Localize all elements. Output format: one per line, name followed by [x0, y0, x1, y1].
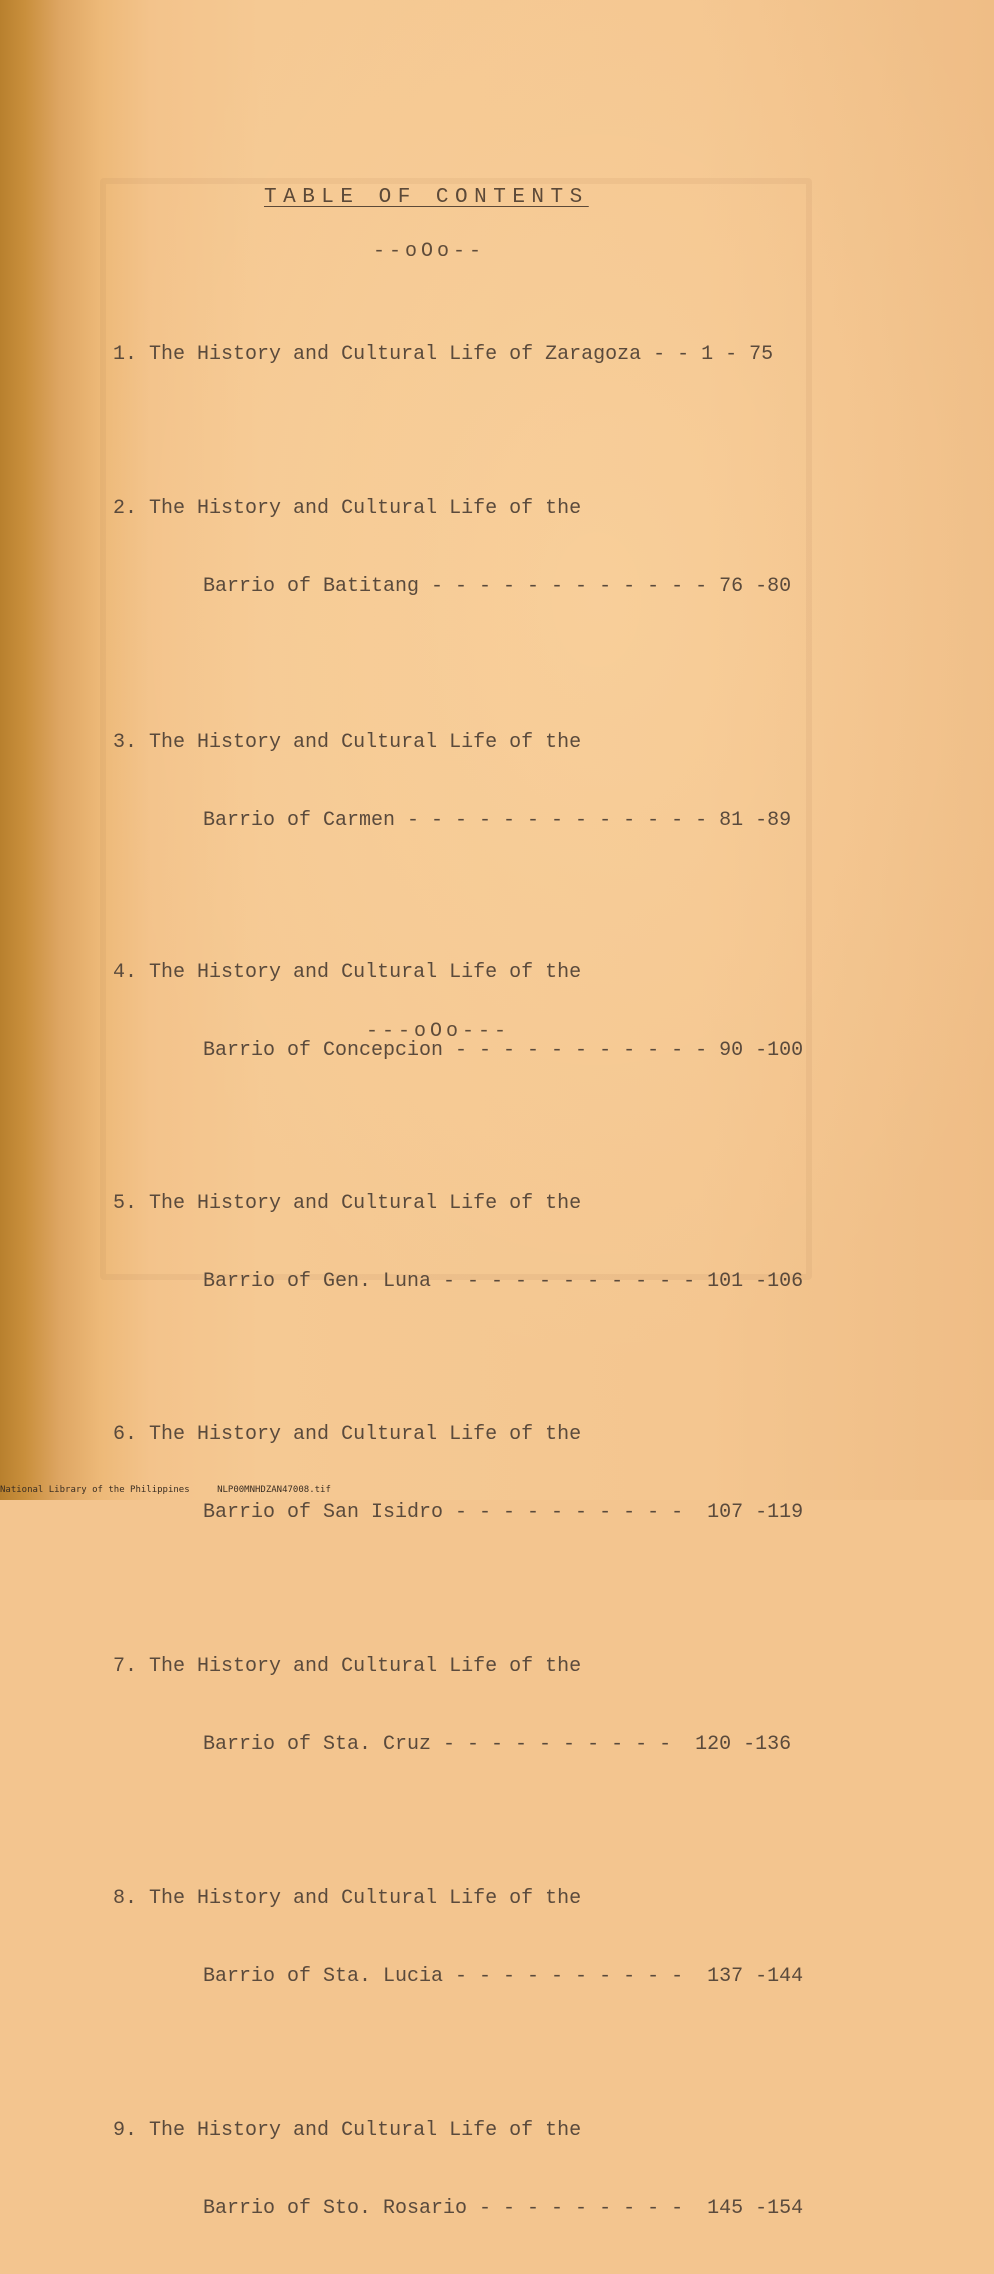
toc-list — [113, 290, 813, 2220]
entry-title: The History and Cultural Life of the — [149, 497, 582, 520]
entry-title: The History and Cultural Life of the — [149, 1192, 582, 1215]
entry-title: The History and Cultural Life of the — [149, 2119, 582, 2142]
ornament-top: --oOo-- — [373, 240, 486, 263]
entry-number: 9. — [113, 2119, 138, 2142]
entry-title: The History and Cultural Life of the — [149, 1655, 582, 1678]
toc-entry-1 — [113, 290, 813, 420]
entry-title: The History and Cultural Life of the — [149, 1423, 582, 1446]
toc-entry-3 — [113, 678, 813, 886]
toc-heading: TABLE OF CONTENTS — [264, 186, 589, 209]
entry-subtitle: Barrio of San Isidro - - - - - - - - - - 107 -119 — [203, 1501, 804, 1524]
toc-entry-8 — [113, 1834, 813, 2042]
entry-number: 8. — [113, 1887, 138, 1910]
footer-file: NLP00MNHDZAN47008.tif — [217, 1485, 331, 1495]
toc-entry-5 — [113, 1139, 813, 1347]
entry-number: 1. — [113, 343, 138, 366]
entry-title: The History and Cultural Life of the — [149, 731, 582, 754]
entry-subtitle: Barrio of Batitang - - - - - - - - - - - - 76 -80 — [203, 575, 792, 598]
footer-library: National Library of the Philippines — [0, 1485, 190, 1495]
entry-subtitle: Barrio of Gen. Luna - - - - - - - - - - - 101 -106 — [203, 1270, 804, 1293]
entry-subtitle: Barrio of Concepcion - - - - - - - - - - - 90 -100 — [203, 1039, 804, 1062]
scan-footer — [0, 1485, 353, 1495]
toc-entry-6 — [113, 1370, 813, 1578]
entry-number: 2. — [113, 497, 138, 520]
ornament-bottom: ---oOo--- — [366, 1020, 511, 1043]
toc-entry-7 — [113, 1602, 813, 1810]
entry-title: The History and Cultural Life of the — [149, 1887, 582, 1910]
entry-subtitle: Barrio of Sta. Cruz - - - - - - - - - - 120 -136 — [203, 1733, 792, 1756]
entry-subtitle: Barrio of Sta. Lucia - - - - - - - - - - 137 -144 — [203, 1965, 804, 1988]
entry-subtitle: Barrio of Carmen - - - - - - - - - - - - - 81 -89 — [203, 809, 792, 832]
entry-title: The History and Cultural Life of the — [149, 961, 582, 984]
toc-entry-2 — [113, 444, 813, 652]
toc-entry-4 — [113, 908, 813, 1116]
entry-title: The History and Cultural Life of Zaragoza - - 1 - 75 — [149, 343, 774, 366]
entry-number: 5. — [113, 1192, 138, 1215]
toc-entry-9 — [113, 2066, 813, 2274]
entry-number: 3. — [113, 731, 138, 754]
entry-number: 6. — [113, 1423, 138, 1446]
entry-subtitle: Barrio of Sto. Rosario - - - - - - - - - 145 -154 — [203, 2197, 804, 2220]
entry-number: 7. — [113, 1655, 138, 1678]
entry-number: 4. — [113, 961, 138, 984]
